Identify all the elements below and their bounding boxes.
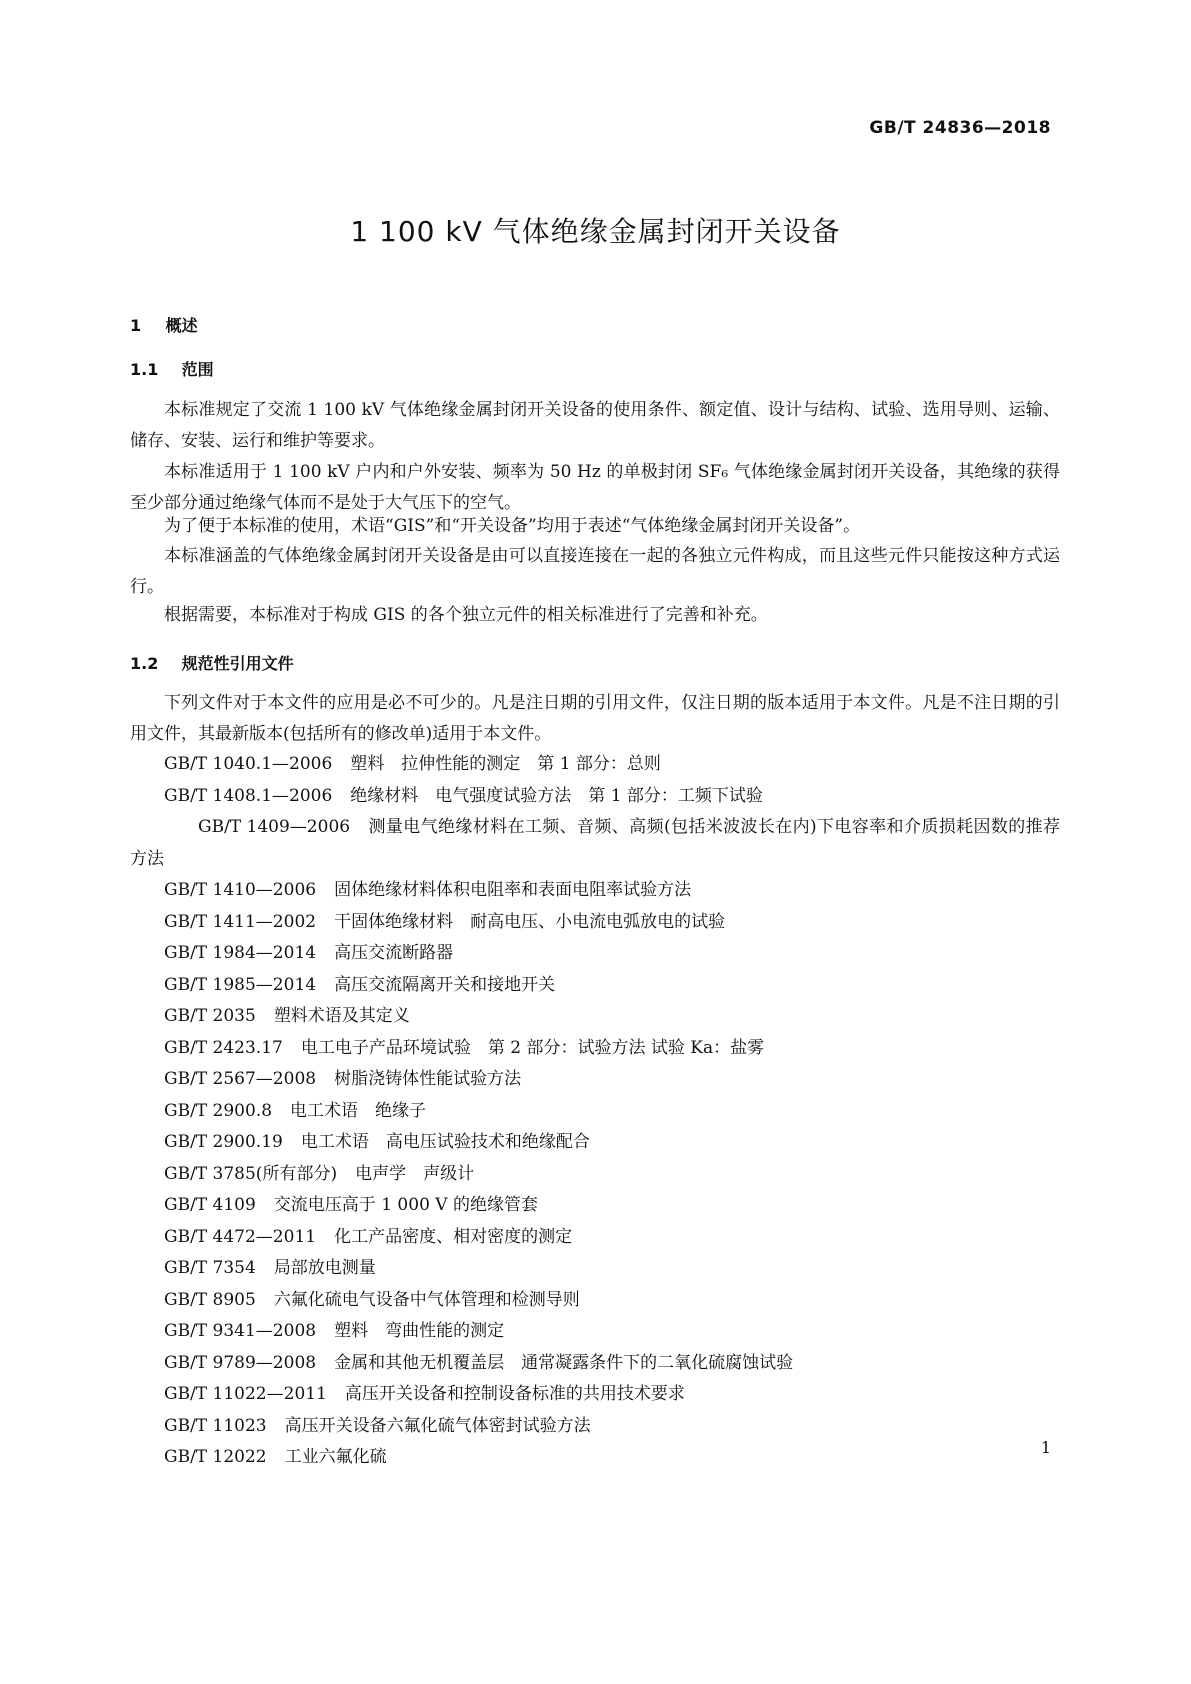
standard-number: GB/T 24836—2018 [869, 118, 1051, 138]
reference-title: 高压开关设备和控制设备标准的共用技术要求 [344, 1384, 685, 1404]
reference-title: 固体绝缘材料体积电阻率和表面电阻率试验方法 [334, 880, 692, 900]
reference-code: GB/T 9789—2008 [164, 1352, 317, 1373]
reference-title: 高压交流断路器 [334, 943, 454, 963]
reference-title: 测量电气绝缘材料在工频、音频、高频(包括米波波长在内)下电容率和介质损耗因数的推荐方法 [130, 817, 1060, 869]
reference-title: 高压交流隔离开关和接地开关 [334, 974, 556, 995]
reference-title: 化工产品密度、相对密度的测定 [334, 1226, 573, 1247]
reference-code: GB/T 1411—2002 [164, 911, 317, 932]
reference-code: GB/T 1409—2006 [198, 817, 351, 837]
section-1-2-heading [130, 651, 294, 674]
reference-code: GB/T 2900.8 [164, 1100, 273, 1121]
reference-code: GB/T 2035 [164, 1006, 256, 1026]
reference-code: GB/T 1408.1—2006 [164, 785, 333, 806]
reference-item [130, 907, 1060, 939]
reference-item [130, 1253, 1060, 1285]
reference-code: GB/T 2423.17 [164, 1037, 283, 1058]
reference-title: 塑料术语及其定义 [273, 1006, 410, 1026]
reference-title: 绝缘材料 电气强度试验方法 第 1 部分：工频下试验 [350, 785, 763, 806]
reference-item [130, 1033, 1060, 1065]
section-1-1-title: 范围 [181, 360, 214, 379]
reference-item [130, 1127, 1060, 1159]
reference-item [130, 1411, 1060, 1443]
reference-title: 树脂浇铸体性能试验方法 [334, 1069, 522, 1089]
reference-code: GB/T 2900.19 [164, 1132, 283, 1152]
section-1-heading [130, 313, 198, 336]
reference-title: 电工术语 高电压试验技术和绝缘配合 [300, 1132, 590, 1152]
reference-item [130, 1442, 1060, 1474]
reference-title: 电工电子产品环境试验 第 2 部分：试验方法 试验 Ka：盐雾 [300, 1037, 765, 1058]
scope-paragraph-4: 本标准涵盖的气体绝缘金属封闭开关设备是由可以直接连接在一起的各独立元件构成，而且这些元件只能按这种方式运行。 [130, 546, 1060, 597]
reference-title: 交流电压高于 1 000 V 的绝缘管套 [273, 1195, 538, 1215]
reference-item [130, 938, 1060, 970]
reference-title: 电声学 声级计 [355, 1163, 475, 1184]
reference-title: 塑料 弯曲性能的测定 [334, 1321, 505, 1341]
section-1-number: 1 [130, 316, 142, 335]
reference-list [130, 749, 1060, 1474]
references-intro: 下列文件对于本文件的应用是必不可少的。凡是注日期的引用文件，仅注日期的版本适用于本文件。凡是不注日期的引用文件，其最新版本(包括所有的修改单)适用于本文件。 [130, 693, 1060, 744]
reference-code: GB/T 3785(所有部分) [164, 1163, 338, 1184]
reference-item [130, 1159, 1060, 1191]
section-1-1-number: 1.1 [130, 360, 159, 379]
document-title: 1 100 kV 气体绝缘金属封闭开关设备 [350, 215, 841, 248]
reference-title: 塑料 拉伸性能的测定 第 1 部分：总则 [350, 754, 661, 774]
reference-code: GB/T 11022—2011 [164, 1384, 327, 1404]
reference-item [130, 1096, 1060, 1128]
page-number: 1 [1040, 1438, 1051, 1457]
scope-paragraph-5: 根据需要，本标准对于构成 GIS 的各个独立元件的相关标准进行了完善和补充。 [164, 605, 768, 625]
reference-title: 金属和其他无机覆盖层 通常凝露条件下的二氧化硫腐蚀试验 [334, 1352, 794, 1373]
reference-item [130, 1348, 1060, 1380]
reference-code: GB/T 4472—2011 [164, 1226, 317, 1247]
section-1-title: 概述 [165, 316, 198, 335]
reference-code: GB/T 4109 [164, 1195, 256, 1215]
reference-item [130, 1379, 1060, 1411]
reference-title: 干固体绝缘材料 耐高电压、小电流电弧放电的试验 [334, 911, 726, 932]
scope-paragraph-1: 本标准规定了交流 1 100 kV 气体绝缘金属封闭开关设备的使用条件、额定值、设计与结构、试验、选用导则、运输、储存、安装、运行和维护等要求。 [130, 400, 1060, 451]
section-1-2-number: 1.2 [130, 654, 159, 673]
section-1-2-title: 规范性引用文件 [181, 654, 294, 673]
reference-item [130, 749, 1060, 781]
reference-title: 工业六氟化硫 [284, 1447, 387, 1467]
scope-paragraph-3: 为了便于本标准的使用，术语“GIS”和“开关设备”均用于表述“气体绝缘金属封闭开关设备”。 [164, 516, 861, 536]
reference-code: GB/T 1984—2014 [164, 943, 317, 963]
reference-code: GB/T 8905 [164, 1289, 256, 1310]
scope-paragraph-2: 本标准适用于 1 100 kV 户内和户外安装、频率为 50 Hz 的单极封闭 SF₆ 气体绝缘金属封闭开关设备，其绝缘的获得至少部分通过绝缘气体而不是处于大气压下的空气。 [130, 462, 1060, 513]
reference-code: GB/T 1410—2006 [164, 880, 317, 900]
reference-item [130, 1316, 1060, 1348]
reference-item [130, 1285, 1060, 1317]
section-1-1-heading [130, 357, 214, 380]
reference-code: GB/T 1985—2014 [164, 974, 317, 995]
reference-code: GB/T 1040.1—2006 [164, 754, 333, 774]
reference-title: 局部放电测量 [273, 1258, 376, 1278]
reference-item [130, 781, 1060, 813]
reference-code: GB/T 11023 [164, 1415, 267, 1436]
reference-code: GB/T 12022 [164, 1447, 267, 1467]
reference-item [130, 1001, 1060, 1033]
reference-title: 高压开关设备六氟化硫气体密封试验方法 [284, 1415, 591, 1436]
reference-code: GB/T 2567—2008 [164, 1069, 317, 1089]
reference-title: 六氟化硫电气设备中气体管理和检测导则 [273, 1289, 580, 1310]
reference-item [130, 1222, 1060, 1254]
reference-code: GB/T 7354 [164, 1258, 256, 1278]
reference-item [130, 1064, 1060, 1096]
reference-title: 电工术语 绝缘子 [290, 1100, 427, 1121]
reference-item [130, 970, 1060, 1002]
reference-code: GB/T 9341—2008 [164, 1321, 317, 1341]
reference-item [130, 1190, 1060, 1222]
reference-item [130, 812, 1060, 875]
reference-item [130, 875, 1060, 907]
